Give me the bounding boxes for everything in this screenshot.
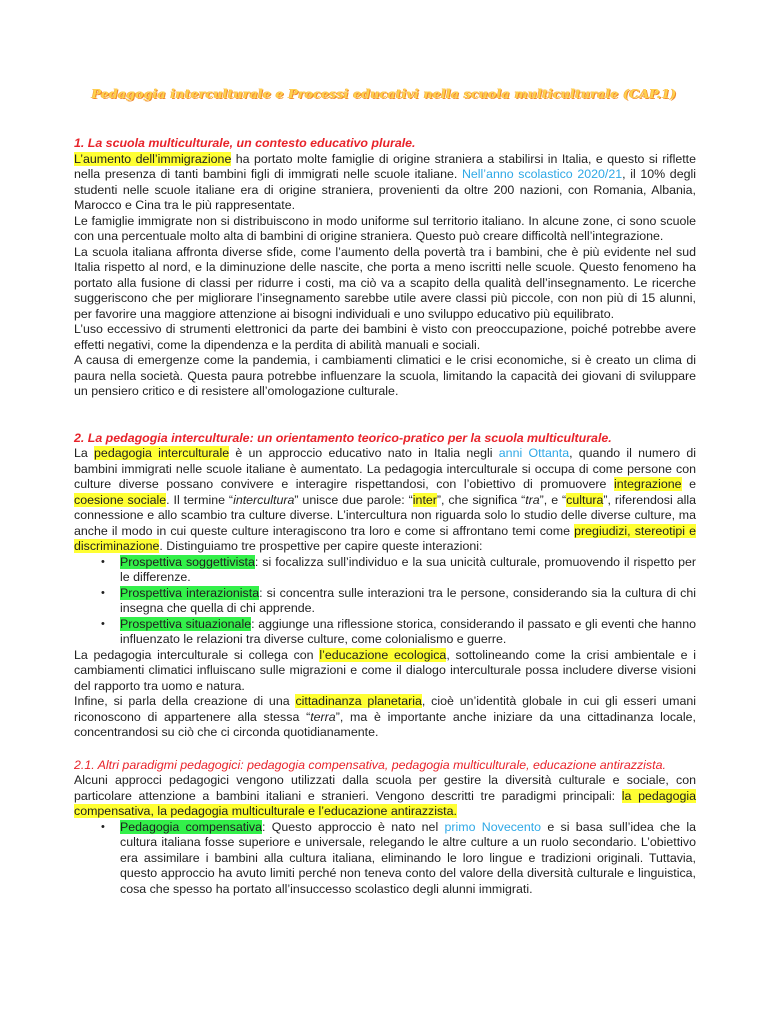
highlighted-text: la pedagogia compensativa, la pedagogia multiculturale e l’educazione antirazzista. <box>74 788 696 818</box>
text-run: : Questo approccio è nato nel <box>262 819 445 834</box>
perspectives-list <box>74 555 696 648</box>
text-run: . Distinguiamo tre prospettive per capire queste interazioni: <box>159 539 483 553</box>
text-run: ”, ma è importante anche iniziare da una cittadinanza locale, concentrandosi su ciò che ci circonda quotidianamente. <box>74 709 697 739</box>
section-1-paragraph-1 <box>74 152 696 214</box>
text-run: La <box>74 446 95 460</box>
text-run: e <box>681 477 697 491</box>
text-run: e si basa sull’idea che la cultura italiana fosse superiore e universale, relegando le altre culture a un ruolo secondario. L’obiettivo era assimilare i bambini alla cultura italiana, eliminando le loro lingue e tradizioni originali. Tuttavia, questo approccio ha avuto limiti perché non teneva conto del valore della diversità culturale e linguistica, cosa che spesso ha portato all’insuccesso scolastico degli alunni immigrati. <box>120 819 696 896</box>
section-2-paragraph-3 <box>74 694 696 741</box>
section-2-1-heading: 2.1. Altri paradigmi pedagogici: pedagogia compensativa, pedagogia multiculturale, educazione antirazzista. <box>74 757 666 772</box>
text-run: , quando il numero di bambini immigrati nelle scuole italiane è aumentato. La pedagogia interculturale si occupa di come persone con culture diverse possano convivere e interagire rispettandosi, con l’obiettivo di promuovere <box>74 446 696 491</box>
section-1-heading: 1. La scuola multiculturale, un contesto educativo plurale. <box>74 136 416 150</box>
section-1-paragraph-2: Le famiglie immigrate non si distribuiscono in modo uniforme sul territorio italiano. In alcune zone, ci sono scuole con una percentuale molto alta di bambini di origine straniera. Questo può creare difficoltà nell’integrazione. <box>74 213 696 243</box>
highlighted-term: Prospettiva soggettivista <box>120 554 255 569</box>
highlighted-text: cultura <box>566 492 604 507</box>
text-run: tra <box>525 492 540 507</box>
text-run: Infine, si parla della creazione di una <box>74 694 296 708</box>
section-2 <box>74 431 696 741</box>
section-2-heading: 2. La pedagogia interculturale: un orientamento teorico-pratico per la scuola multiculturale. <box>74 430 612 445</box>
highlighted-text: coesione sociale <box>74 492 167 507</box>
list-item <box>120 617 696 648</box>
highlighted-text: pregiudizi, stereotipi e discriminazione <box>74 523 697 553</box>
section-1-paragraph-4: L’uso eccessivo di strumenti elettronici da parte dei bambini è visto con preoccupazione, poiché potrebbe avere effetti negativi, come la dipendenza e la perdita di abilità manuali e sociali. <box>74 322 696 352</box>
highlighted-text: L’aumento dell’immigrazione <box>74 151 232 166</box>
text-run: , cioè un’identità globale in cui gli esseri umani riconoscono di appartenere alla stessa “ <box>74 694 696 724</box>
text-run: . Il termine “ <box>166 492 234 507</box>
text-run: : aggiunge una riflessione storica, considerando il passato e gli eventi che hanno influenzato le relazioni tra diverse culture, come colonialismo e guerre. <box>120 616 696 646</box>
text-run: ”, e “ <box>539 492 567 507</box>
highlighted-text: pedagogia interculturale <box>94 446 230 460</box>
text-run: : si concentra sulle interazioni tra le persone, considerando sia la cultura di chi insegna che quella di chi apprende. <box>120 585 696 615</box>
section-1-paragraph-5: A causa di emergenze come la pandemia, i cambiamenti climatici e le crisi economiche, si è creato un clima di paura nella società. Questa paura potrebbe influenzare la scuola, limitando la capacità dei giovani di sviluppare un pensiero critico e di resistere all’omologazione culturale. <box>74 353 696 398</box>
section-1 <box>74 136 696 400</box>
section-2-1 <box>74 758 696 898</box>
text-run: , sottolineando come la crisi ambientale e i cambiamenti climatici influiscano sulle migrazioni e come il dialogo interculturale possa includere diverse visioni del rapporto tra uomo e natura. <box>74 647 696 693</box>
text-run: La pedagogia interculturale si collega con <box>74 647 320 662</box>
text-run: intercultura <box>233 492 295 507</box>
text-run: ha portato molte famiglie di origine straniera a stabilirsi in Italia, e questo si riflette nella presenza di tanti bambini figli di immigrati nelle scuole italiane. <box>74 151 696 181</box>
highlighted-text: cittadinanza planetaria <box>295 694 422 708</box>
blue-text: Nell’anno scolastico 2020/21 <box>461 167 623 181</box>
blue-text: primo Novecento <box>444 819 542 834</box>
text-run: : si focalizza sull’individuo e la sua unicità culturale, promuovendo il rispetto per le differenze. <box>120 554 696 584</box>
list-item <box>120 586 696 617</box>
highlighted-term: Prospettiva interazionista <box>120 585 260 600</box>
section-2-paragraph-1 <box>74 446 696 555</box>
text-run: ”, che significa “ <box>436 492 526 507</box>
list-item <box>120 820 696 898</box>
section-2-1-paragraph-1 <box>74 773 696 820</box>
text-run: ”, riferendosi alla connessione e allo scambio tra culture diverse. L’intercultura non riguarda solo lo studio delle diverse culture, ma anche il modo in cui queste culture interagiscono tra loro e come si affrontano temi come <box>74 492 696 538</box>
text-run: è un approccio educativo nato in Italia negli <box>229 446 499 460</box>
highlighted-term: Prospettiva situazionale <box>120 616 252 631</box>
highlighted-text: l’educazione ecologica <box>319 647 447 662</box>
highlighted-text: integrazione <box>614 477 682 491</box>
list-item <box>120 555 696 586</box>
document-body <box>74 136 696 897</box>
document-title: Pedagogia interculturale e Processi educativi nella scuola multiculturale (CAP.1) <box>91 86 677 101</box>
section-2-paragraph-2 <box>74 648 696 695</box>
paradigms-list <box>74 820 696 898</box>
text-run: Alcuni approcci pedagogici vengono utilizzati dalla scuola per gestire la diversità culturale e sociale, con particolare attenzione a bambini italiani e stranieri. Vengono descritti tre paradigmi principali: <box>74 773 696 803</box>
text-run: , il 10% degli studenti nelle scuole italiane era di origine straniera, provenienti da oltre 200 nazioni, con Romania, Albania, Marocco e Cina tra le più rappresentate. <box>74 167 696 212</box>
text-run: ” unisce due parole: “ <box>294 492 413 507</box>
highlighted-term: Pedagogia compensativa <box>120 819 263 834</box>
highlighted-text: inter <box>412 492 437 507</box>
section-1-paragraph-3: La scuola italiana affronta diverse sfide, come l’aumento della povertà tra i bambini, che è più evidente nel sud Italia rispetto al nord, e la diminuzione delle nascite, che porta a meno iscritti nelle scuole. Questo fenomeno ha portato alla fusione di classi per ridurre i costi, ma ciò va a scapito della qualità dell’insegnamento. Le ricerche suggeriscono che per migliorare l’insegnamento sarebbe utile avere classi più piccole, con non più di 15 alunni, per favorire una maggiore attenzione ai bisogni individuali e uno sviluppo educativo più equilibrato. <box>74 244 696 321</box>
blue-text: anni Ottanta <box>498 446 570 460</box>
text-run: terra <box>310 709 336 724</box>
